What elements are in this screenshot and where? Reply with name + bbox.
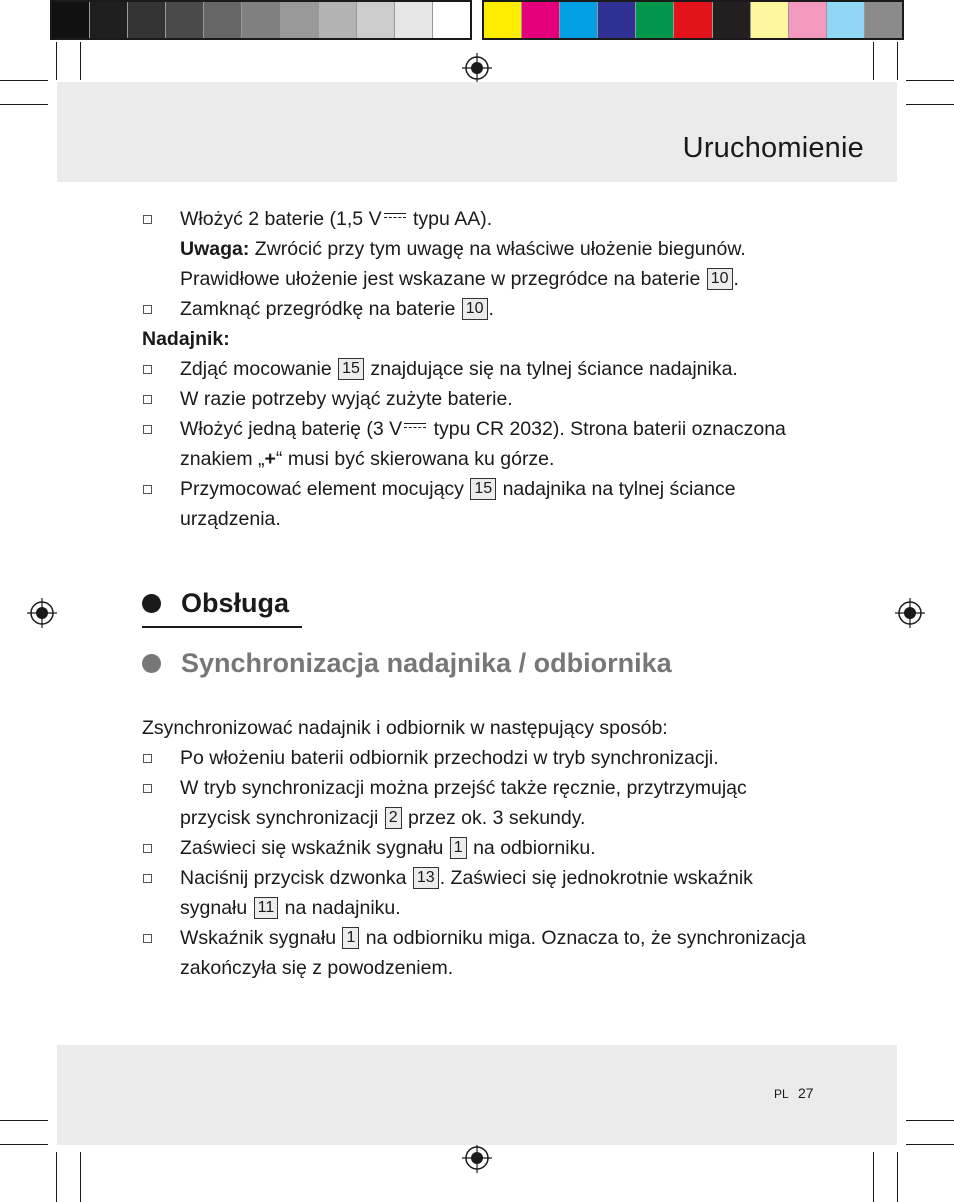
list-item: Zamknąć przegródkę na baterie 10 . — [142, 294, 822, 324]
color-swatch — [166, 2, 204, 38]
list-item: Po włożeniu baterii odbiornik przechodzi w tryb synchronizacji. — [142, 743, 822, 773]
sync-intro: Zsynchronizować nadajnik i odbiornik w następujący sposób: — [142, 717, 668, 739]
bullet-square-icon — [143, 485, 152, 494]
page-title: Uruchomienie — [682, 132, 864, 164]
bullet-square-icon — [143, 844, 152, 853]
color-swatch — [713, 2, 751, 38]
list-item: Włożyć jedną baterię (3 V typu CR 2032). Strona baterii oznaczona znakiem „+“ musi być skierowana ku górze. — [142, 414, 822, 474]
setup-content — [142, 204, 822, 534]
crop-mark — [0, 1144, 48, 1145]
color-swatch — [751, 2, 789, 38]
color-bar-grayscale — [50, 0, 472, 40]
list-item: Zdjąć mocowanie 15 znajdujące się na tylnej ściance nadajnika. — [142, 354, 822, 384]
color-swatch — [319, 2, 357, 38]
bullet-square-icon — [143, 754, 152, 763]
crop-mark — [897, 1152, 898, 1202]
section-heading-operation: Obsługa — [142, 588, 289, 619]
note-label: Uwaga: — [180, 238, 250, 260]
part-reference: 15 — [470, 478, 496, 500]
crop-mark — [0, 104, 48, 105]
crop-mark — [80, 1152, 81, 1202]
color-swatch — [90, 2, 128, 38]
crop-mark — [873, 42, 874, 80]
color-swatch — [865, 2, 902, 38]
bullet-square-icon — [143, 934, 152, 943]
crop-mark — [897, 42, 898, 80]
footer-band — [57, 1045, 897, 1145]
list-item: Naciśnij przycisk dzwonka 13 . Zaświeci się jednokrotnie wskaźnik sygnału 11 na nadajniku. — [142, 863, 822, 923]
color-swatch — [484, 2, 522, 38]
dc-current-icon — [384, 213, 406, 221]
bullet-square-icon — [143, 425, 152, 434]
registration-mark-icon — [27, 598, 57, 628]
bullet-square-icon — [143, 215, 152, 224]
bullet-square-icon — [143, 305, 152, 314]
part-reference: 1 — [450, 837, 467, 859]
page-number: 27 — [798, 1085, 814, 1101]
registration-mark-icon — [462, 1143, 492, 1173]
color-swatch — [204, 2, 242, 38]
crop-mark — [56, 1152, 57, 1202]
list-item: Zaświeci się wskaźnik sygnału 1 na odbiorniku. — [142, 833, 822, 863]
color-swatch — [433, 2, 470, 38]
bullet-square-icon — [143, 784, 152, 793]
crop-mark — [0, 1120, 48, 1121]
plus-symbol: + — [264, 448, 276, 470]
part-reference: 1 — [342, 927, 359, 949]
list-item: Przymocować element mocujący 15 nadajnika na tylnej ściance urządzenia. — [142, 474, 822, 534]
color-swatch — [674, 2, 712, 38]
crop-mark — [80, 42, 81, 80]
subheading-transmitter: Nadajnik: — [142, 328, 230, 350]
dc-current-icon — [404, 423, 426, 431]
bullet-square-icon — [143, 365, 152, 374]
part-reference: 11 — [254, 897, 279, 919]
registration-mark-icon — [895, 598, 925, 628]
heading-underline — [142, 626, 302, 628]
color-swatch — [636, 2, 674, 38]
registration-mark-icon — [462, 53, 492, 83]
bullet-square-icon — [143, 874, 152, 883]
part-reference: 10 — [462, 298, 488, 320]
color-swatch — [128, 2, 166, 38]
sync-content — [142, 713, 822, 983]
crop-mark — [906, 104, 954, 105]
color-swatch — [522, 2, 560, 38]
list-item: W tryb synchronizacji można przejść także ręcznie, przytrzymując przycisk synchronizacji 2 przez ok. 3 sekundy. — [142, 773, 822, 833]
crop-mark — [906, 80, 954, 81]
list-item: Wskaźnik sygnału 1 na odbiorniku miga. Oznacza to, że synchronizacja zakończyła się z powodzeniem. — [142, 923, 822, 983]
part-reference: 2 — [385, 807, 402, 829]
section-heading-sync: Synchronizacja nadajnika / odbiornika — [142, 648, 672, 679]
crop-mark — [906, 1120, 954, 1121]
color-swatch — [242, 2, 280, 38]
crop-mark — [0, 80, 48, 81]
color-swatch — [395, 2, 433, 38]
crop-mark — [56, 42, 57, 80]
crop-mark — [906, 1144, 954, 1145]
color-swatch — [560, 2, 598, 38]
color-swatch — [789, 2, 827, 38]
color-swatch — [281, 2, 319, 38]
list-item: W razie potrzeby wyjąć zużyte baterie. — [142, 384, 822, 414]
bullet-square-icon — [143, 395, 152, 404]
color-swatch — [827, 2, 865, 38]
crop-mark — [873, 1152, 874, 1202]
language-code: PL — [774, 1087, 789, 1101]
part-reference: 13 — [413, 867, 439, 889]
list-item: Włożyć 2 baterie (1,5 V typu AA). Uwaga: Zwrócić przy tym uwagę na właściwe ułożenie biegunów. Prawidłowe ułożenie jest wskazane w przegródce na baterie 10 . — [142, 204, 822, 294]
color-swatch — [52, 2, 90, 38]
bullet-dot-icon — [142, 654, 161, 673]
color-bar-colors — [482, 0, 904, 40]
color-swatch — [357, 2, 395, 38]
part-reference: 10 — [707, 268, 733, 290]
bullet-dot-icon — [142, 594, 161, 613]
color-swatch — [598, 2, 636, 38]
part-reference: 15 — [338, 358, 364, 380]
